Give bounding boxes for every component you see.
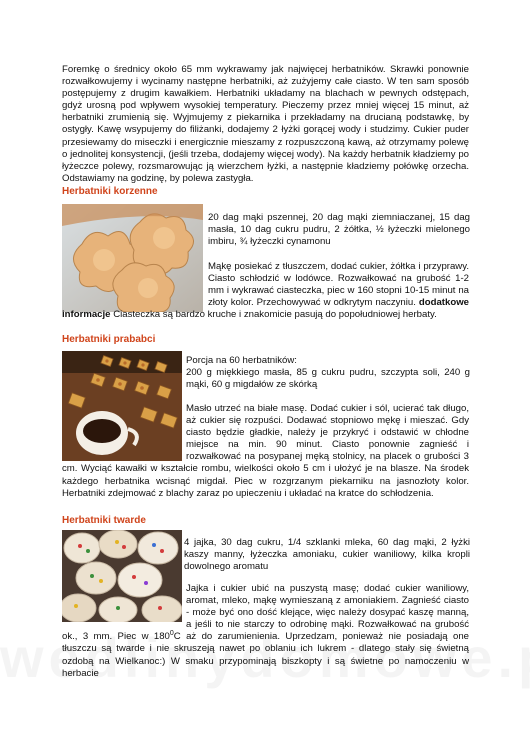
intro-paragraph: Foremkę o średnicy około 65 mm wykrawamy jak najwięcej herbatników. Skrawki ponownie rozwałkowujemy i wycinamy następne herbatniki, aż zużyjemy całe ciasto. W ten sam sposób postępujemy z drugim kawałkiem. Herbatniki układamy na blachach w pewnych odstępach, gdyż urosną pod wpływem wysokiej temperatury. Pieczemy przez mniej więcej 15 minut, aż herbatniki zrumienią się. Wyjmujemy z piekarnika i przekładamy na drucianą podstawkę, by ostygły. Kawę wsypujemy do filiżanki, dodajemy 2 łyżki gorącej wody i studzimy. Cukier puder przesiewamy do miseczki i energicznie mieszamy z rozpuszczoną kawą, aż otrzymamy polewę o jednolitej konsystencji, (jeśli trzeba, dodajemy więcej wody). Na każdy herbatnik kładziemy po łyżeczce polewy, rozsmarowując ją wierzchem łyżki, a następnie kładziemy połówkę orzecha. Odstawiamy na godzinę, by polewa zastygła.: [62, 64, 469, 184]
method-korzenne-bold: dodatkowe informacje: [62, 297, 469, 321]
method-korzenne-text-2: Ciasteczka są bardzo kruche i znakomicie pasują do popołudniowej herbaty.: [113, 309, 437, 321]
photo-spacer: [62, 403, 186, 461]
section-title-twarde: Herbatniki twarde: [62, 515, 146, 526]
method-twarde-text-2: C aż do zarumienienia. Uprzedzam, ponieważ nie posiadają one tłuszczu są twarde i nie skruszeją nawet po oblaniu ich lukrem - dlatego stały się świetną ozdobą na Wielkanoc:) W smaku przypominają biszkopty i są świetne po namoczeniu w herbacie: [62, 631, 469, 679]
ingredients-prababci: 200 g miękkiego masła, 85 g cukru pudru, szczypta soli, 240 g mąki, 60 g migdałów ze skórką: [186, 367, 470, 391]
method-prababci-text: Masło utrzeć na białe masę. Dodać cukier i sól, ucierać tak długo, aż cukier się rozpuści. Dodawać stopniowo mękę i mieszać. Gdy ciasto będzie gładkie, należy je przykryć i odstawić w chłodne miejsce na min. 90 minut. Ciasto ponownie zagnieść i rozwałkować na posypanej męką stolnicy, na placek o grubości 3 cm. Wyciąć kawałki w kształcie rombu, wielkości około 5 cm i ułożyć je na blasze. Na środek każdego herbatnika wcisnąć migdał. Piec w rozgrzanym piekarniku na jasnozłoty kolor. Herbatniki zdejmować z blachy zaraz po upieczeniu i układać na kratce do schłodzenia.: [62, 403, 469, 499]
method-twarde-text-1: Jajka i cukier ubić na puszystą masę; dodać cukier waniliowy, aromat, mleko, mąkę wymieszaną z amoniakiem. Zagnieść ciasto - może być ono dość klejące, więc należy dosypać kaszę manną, a jeśli to nie starczy to odrobinę mąki. Rozwałkować na grubość ok., 3 mm. Piec w 180: [62, 583, 469, 643]
recipe-prababci-ingredients: [186, 355, 470, 391]
method-korzenne-text-1: Mąkę posiekać z tłuszczem, dodać cukier, żółtka i przyprawy. Ciasto schłodzić w lodówce. Rozwałkować na grubość 1-2 mm i wykrawać ciasteczka, piec w 160 stopni 10-15 minut na złoty kolor. Przechowywać w odkrytym naczyniu.: [208, 261, 469, 309]
degree-superscript: 0: [169, 630, 174, 638]
section-title-prababci: Herbatniki prababci: [62, 334, 156, 345]
section-title-korzenne: Herbatniki korzenne: [62, 186, 158, 197]
site-watermark: [0, 652, 530, 664]
ingredients-twarde: 4 jajka, 30 dag cukru, 1/4 szklanki mleka, 60 dag mąki, 2 łyżki kaszy manny, łyżeczka amoniaku, cukier waniliowy, kilka kropli dowolnego aromatu: [184, 537, 470, 573]
ingredients-korzenne: 20 dag mąki pszennej, 20 dag mąki ziemniaczanej, 15 dag masła, 10 dag cukru pudru, 2 żółtka, ½ łyżeczki mielonego imbiru, ¾ łyżeczki cynamonu: [208, 212, 470, 248]
method-korzenne: [62, 261, 469, 321]
photo-spacer: [62, 261, 208, 307]
method-prababci: [62, 403, 469, 500]
photo-spacer: [62, 583, 186, 623]
yield-prababci: Porcja na 60 herbatników:: [186, 355, 297, 366]
